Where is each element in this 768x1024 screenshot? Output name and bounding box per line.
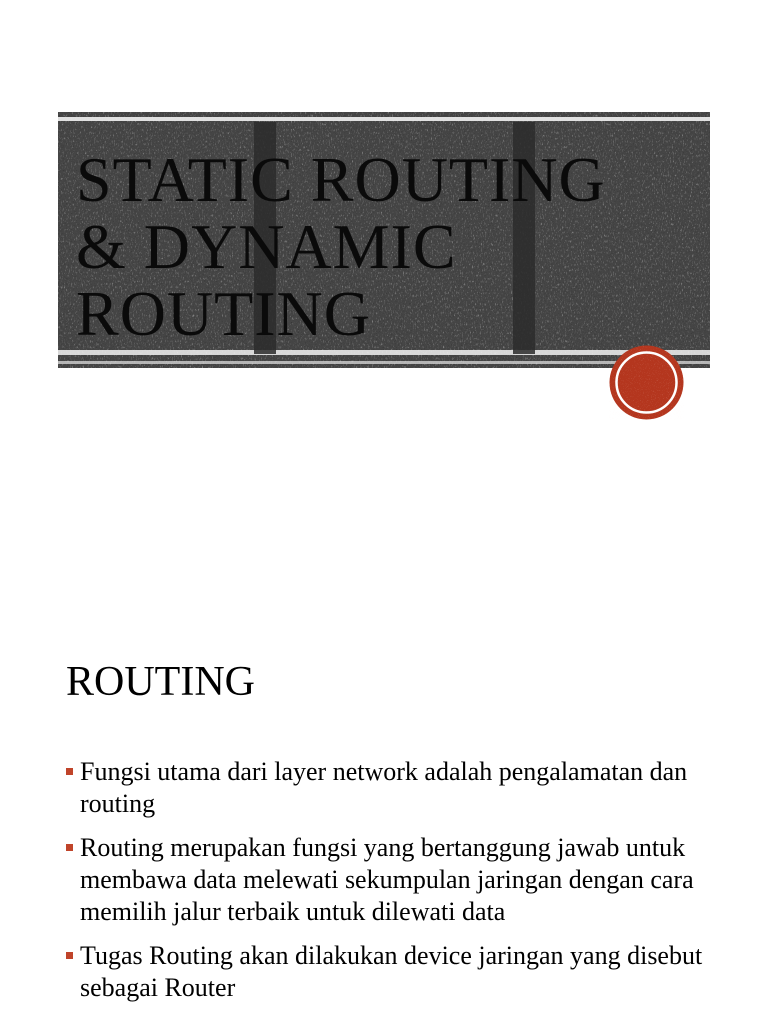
bullet-text: Routing merupakan fungsi yang bertanggung jawab untuk membawa data melewati sekumpulan jaringan dengan cara memilih jalur terbaik untuk dilewati data [80, 833, 694, 926]
title-line-3: ROUTING [76, 278, 371, 349]
title-line-2: & DYNAMIC [76, 211, 457, 282]
bullet-square-icon [66, 844, 73, 851]
bullet-list [66, 756, 706, 1016]
bullet-square-icon [66, 768, 73, 775]
decorative-circle [608, 344, 685, 421]
slide-title [76, 146, 706, 347]
bullet-item [66, 756, 706, 820]
title-line-1: STATIC ROUTING [76, 144, 606, 215]
bullet-text: Fungsi utama dari layer network adalah pengalamatan dan routing [80, 757, 688, 818]
bullet-item [66, 832, 706, 928]
bullet-item [66, 940, 706, 1004]
bullet-square-icon [66, 952, 73, 959]
title-banner [58, 112, 710, 368]
content-slide [0, 600, 768, 1024]
slide-heading: ROUTING [66, 659, 255, 705]
bullet-text: Tugas Routing akan dilakukan device jaringan yang disebut sebagai Router [80, 941, 703, 1002]
